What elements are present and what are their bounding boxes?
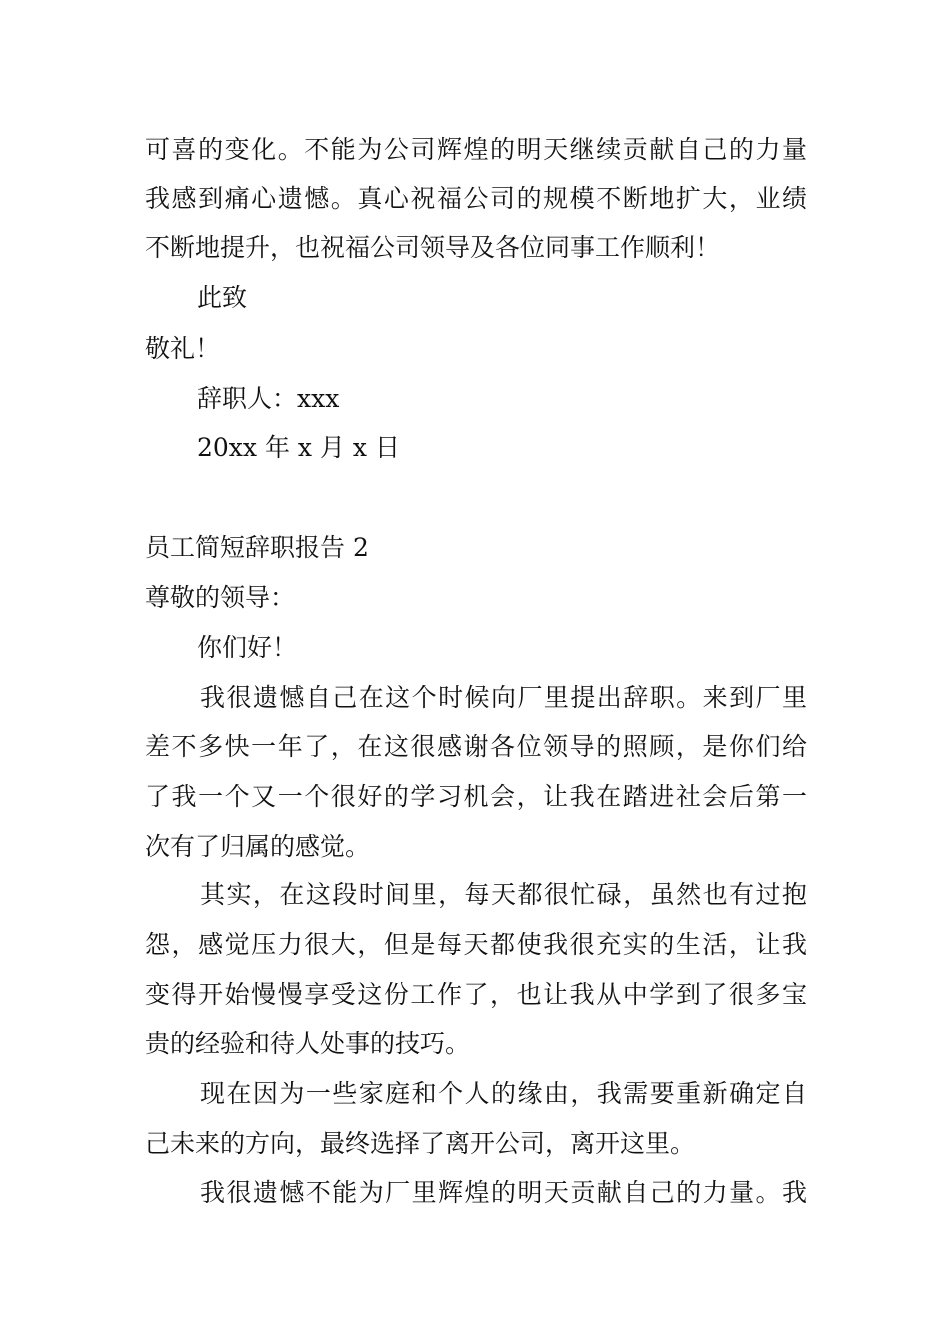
paragraph-line: 变得开始慢慢享受这份工作了，也让我从中学到了很多宝 — [145, 980, 807, 1009]
paragraph-line: 己未来的方向，最终选择了离开公司，离开这里。 — [145, 1129, 696, 1158]
paragraph-line: 其实，在这段时间里，每天都很忙碌，虽然也有过抱 — [200, 880, 807, 909]
paragraph-line: 我很遗憾不能为厂里辉煌的明天贡献自己的力量。我 — [200, 1178, 807, 1207]
closing-phrase: 此致 — [197, 283, 248, 312]
salutation: 尊敬的领导： — [145, 583, 296, 612]
paragraph-line: 我很遗憾自己在这个时候向厂里提出辞职。来到厂里 — [200, 683, 807, 712]
closing-salute: 敬礼！ — [145, 334, 221, 363]
paragraph-line: 现在因为一些家庭和个人的缘由，我需要重新确定自 — [200, 1079, 807, 1108]
paragraph-line: 差不多快一年了，在这很感谢各位领导的照顾，是你们给 — [145, 732, 807, 761]
paragraph-line: 不断地提升，也祝福公司领导及各位同事工作顺利！ — [145, 233, 721, 262]
paragraph-line: 我感到痛心遗憾。真心祝福公司的规模不断地扩大，业绩 — [145, 184, 807, 213]
greeting: 你们好！ — [197, 633, 298, 662]
date-line: 20xx 年 x 月 x 日 — [197, 433, 400, 462]
paragraph-line: 了我一个又一个很好的学习机会，让我在踏进社会后第一 — [145, 782, 807, 811]
paragraph-line: 怨，感觉压力很大，但是每天都使我很充实的生活，让我 — [145, 930, 807, 959]
paragraph-line: 贵的经验和待人处事的技巧。 — [145, 1029, 471, 1058]
paragraph-line: 次有了归属的感觉。 — [145, 832, 371, 861]
signer-line: 辞职人：xxx — [197, 384, 340, 413]
paragraph-line: 可喜的变化。不能为公司辉煌的明天继续贡献自己的力量 — [145, 135, 807, 164]
section-title: 员工简短辞职报告 2 — [145, 533, 369, 562]
